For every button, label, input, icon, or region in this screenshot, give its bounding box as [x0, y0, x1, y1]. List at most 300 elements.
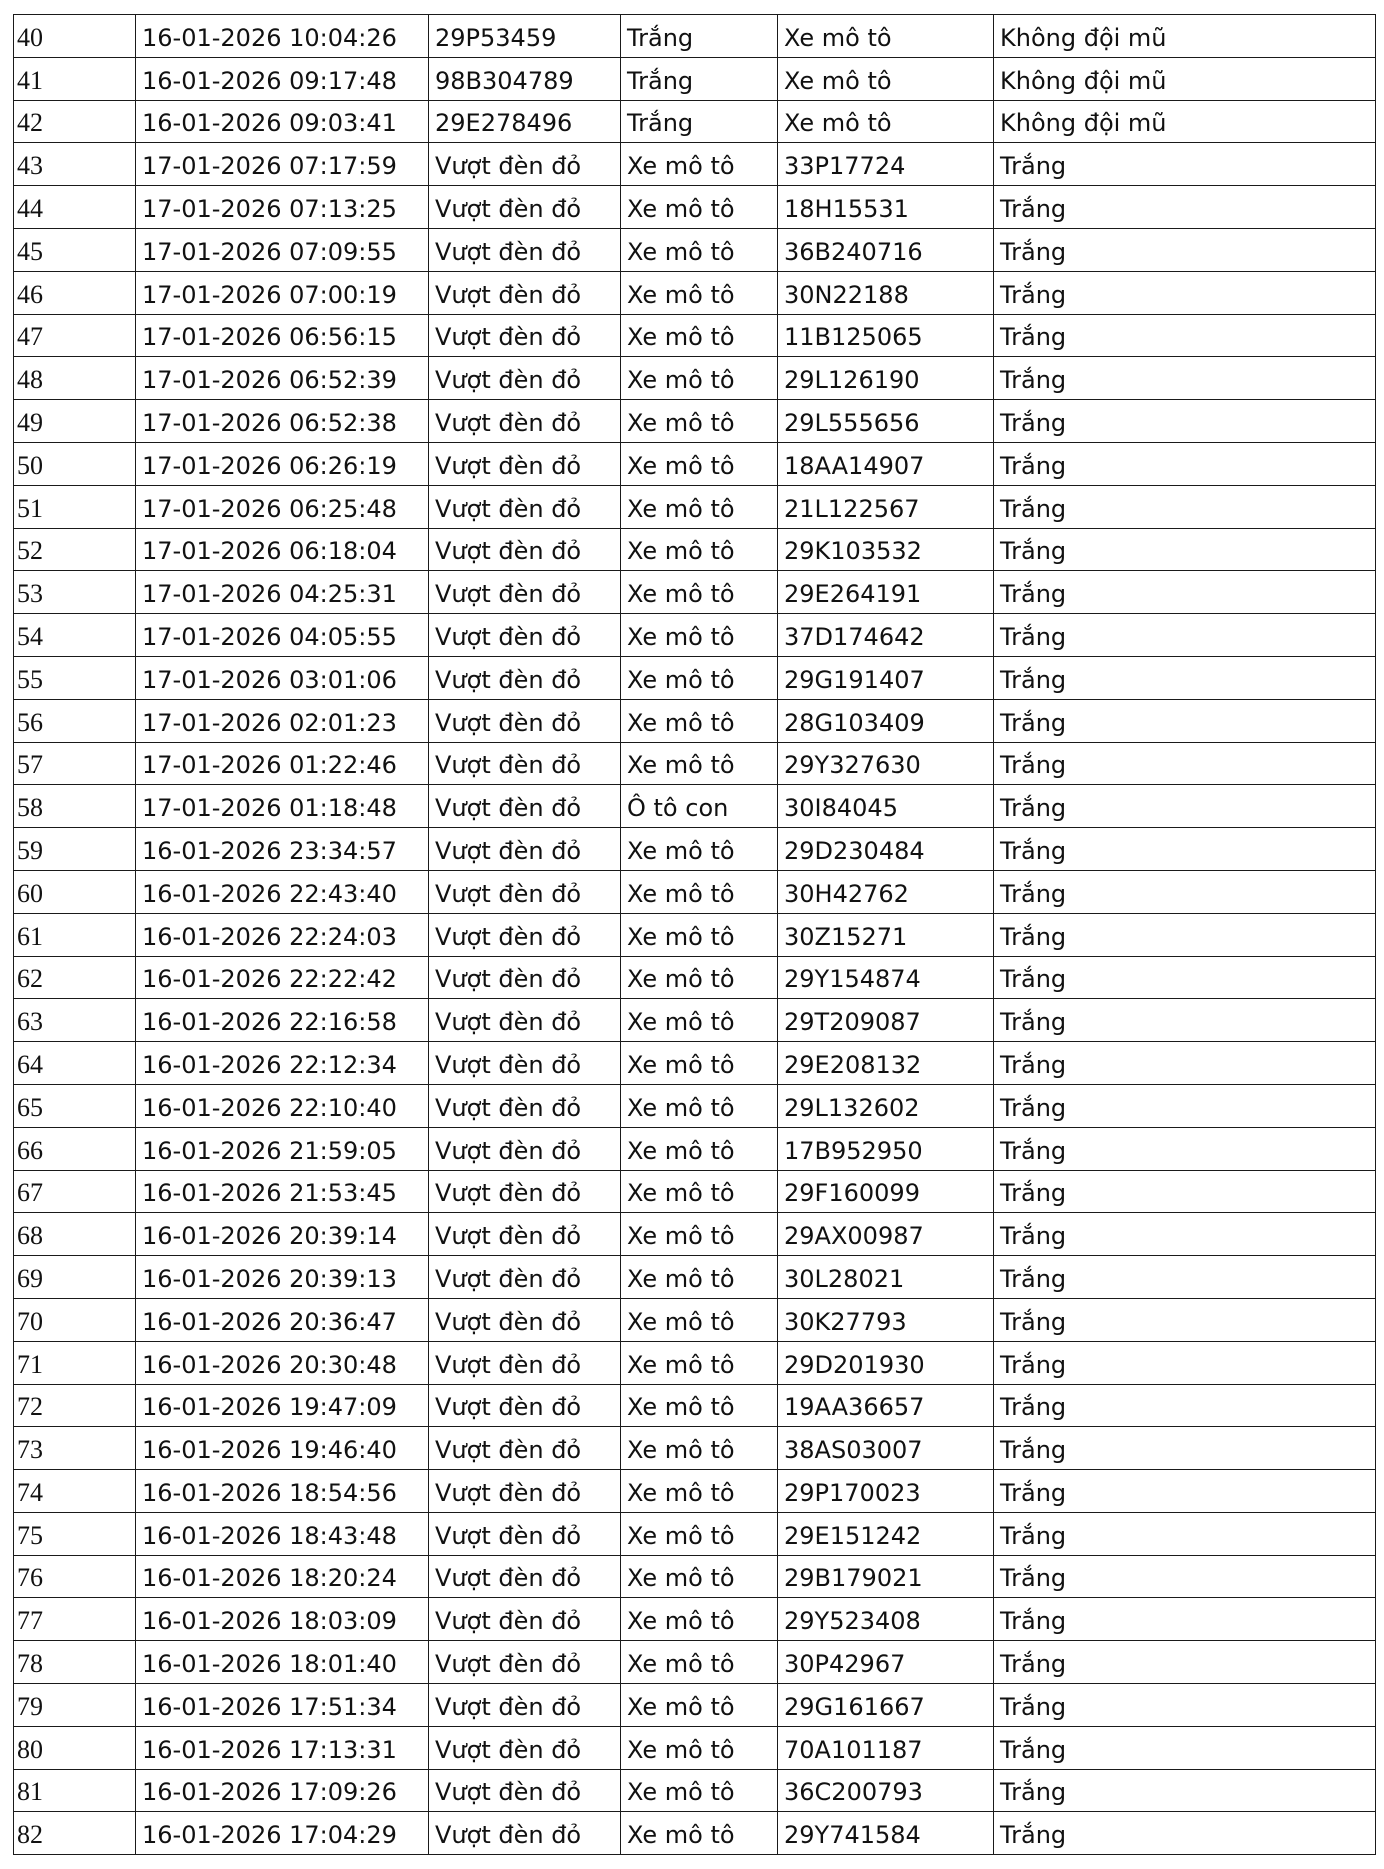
text-cell-5: 11B125065: [778, 314, 994, 357]
table-row: [14, 1812, 1376, 1855]
datetime-cell: 16-01-2026 18:20:24: [136, 1555, 429, 1598]
text-cell-4: Xe mô tô: [621, 1084, 778, 1127]
table-row: [14, 1598, 1376, 1641]
text-cell-6: Trắng: [994, 828, 1376, 871]
text-cell-4: Xe mô tô: [621, 228, 778, 271]
row-number-cell: 76: [14, 1555, 136, 1598]
table-row: [14, 1298, 1376, 1341]
datetime-cell: 17-01-2026 07:00:19: [136, 271, 429, 314]
text-cell-6: Trắng: [994, 1512, 1376, 1555]
row-number-cell: 45: [14, 228, 136, 271]
datetime-cell: 16-01-2026 21:59:05: [136, 1127, 429, 1170]
table-row: [14, 1555, 1376, 1598]
text-cell-4: Xe mô tô: [621, 1427, 778, 1470]
text-cell-6: Không đội mũ: [994, 15, 1376, 58]
table-row: [14, 1256, 1376, 1299]
text-cell-6: Trắng: [994, 528, 1376, 571]
text-cell-6: Trắng: [994, 400, 1376, 443]
text-cell-6: Trắng: [994, 1427, 1376, 1470]
text-cell-3: Vượt đèn đỏ: [429, 1042, 621, 1085]
row-number-cell: 80: [14, 1726, 136, 1769]
datetime-cell: 16-01-2026 17:13:31: [136, 1726, 429, 1769]
text-cell-3: Vượt đèn đỏ: [429, 228, 621, 271]
text-cell-6: Trắng: [994, 485, 1376, 528]
text-cell-4: Xe mô tô: [621, 1769, 778, 1812]
text-cell-4: Xe mô tô: [621, 999, 778, 1042]
text-cell-4: Xe mô tô: [621, 1256, 778, 1299]
text-cell-5: 29Y741584: [778, 1812, 994, 1855]
text-cell-5: 29Y154874: [778, 956, 994, 999]
table-row: [14, 999, 1376, 1042]
table-row: [14, 785, 1376, 828]
text-cell-5: 29L555656: [778, 400, 994, 443]
datetime-cell: 16-01-2026 23:34:57: [136, 828, 429, 871]
datetime-cell: 16-01-2026 22:16:58: [136, 999, 429, 1042]
text-cell-5: 38AS03007: [778, 1427, 994, 1470]
text-cell-3: Vượt đèn đỏ: [429, 785, 621, 828]
text-cell-5: 30P42967: [778, 1641, 994, 1684]
text-cell-5: 29D230484: [778, 828, 994, 871]
text-cell-4: Xe mô tô: [621, 1555, 778, 1598]
datetime-cell: 17-01-2026 01:18:48: [136, 785, 429, 828]
datetime-cell: 17-01-2026 07:09:55: [136, 228, 429, 271]
text-cell-3: Vượt đèn đỏ: [429, 314, 621, 357]
text-cell-4: Xe mô tô: [621, 614, 778, 657]
datetime-cell: 16-01-2026 09:03:41: [136, 100, 429, 143]
datetime-cell: 16-01-2026 18:54:56: [136, 1470, 429, 1513]
row-number-cell: 75: [14, 1512, 136, 1555]
row-number-cell: 77: [14, 1598, 136, 1641]
row-number-cell: 44: [14, 186, 136, 229]
text-cell-3: Vượt đèn đỏ: [429, 271, 621, 314]
text-cell-4: Xe mô tô: [621, 1470, 778, 1513]
table-row: [14, 742, 1376, 785]
text-cell-3: Vượt đèn đỏ: [429, 1555, 621, 1598]
text-cell-6: Trắng: [994, 1769, 1376, 1812]
text-cell-3: Vượt đèn đỏ: [429, 1726, 621, 1769]
text-cell-6: Trắng: [994, 1555, 1376, 1598]
text-cell-4: Xe mô tô: [621, 828, 778, 871]
text-cell-4: Xe mô tô: [621, 956, 778, 999]
row-number-cell: 46: [14, 271, 136, 314]
text-cell-5: 29B179021: [778, 1555, 994, 1598]
datetime-cell: 17-01-2026 06:52:38: [136, 400, 429, 443]
table-row: [14, 1512, 1376, 1555]
row-number-cell: 62: [14, 956, 136, 999]
datetime-cell: 17-01-2026 02:01:23: [136, 699, 429, 742]
datetime-cell: 16-01-2026 18:03:09: [136, 1598, 429, 1641]
text-cell-4: Xe mô tô: [621, 1127, 778, 1170]
text-cell-5: 18AA14907: [778, 442, 994, 485]
text-cell-6: Trắng: [994, 1084, 1376, 1127]
text-cell-6: Không đội mũ: [994, 57, 1376, 100]
text-cell-5: 29T209087: [778, 999, 994, 1042]
table-row: [14, 485, 1376, 528]
text-cell-5: 30K27793: [778, 1298, 994, 1341]
text-cell-6: Trắng: [994, 1598, 1376, 1641]
datetime-cell: 16-01-2026 17:51:34: [136, 1684, 429, 1727]
text-cell-6: Trắng: [994, 143, 1376, 186]
table-row: [14, 228, 1376, 271]
row-number-cell: 63: [14, 999, 136, 1042]
text-cell-4: Xe mô tô: [621, 571, 778, 614]
text-cell-3: Vượt đèn đỏ: [429, 1769, 621, 1812]
text-cell-3: 29E278496: [429, 100, 621, 143]
table-row: [14, 1726, 1376, 1769]
text-cell-3: Vượt đèn đỏ: [429, 528, 621, 571]
table-row: [14, 1384, 1376, 1427]
text-cell-3: Vượt đèn đỏ: [429, 828, 621, 871]
row-number-cell: 66: [14, 1127, 136, 1170]
table-row: [14, 1042, 1376, 1085]
text-cell-4: Xe mô tô: [621, 913, 778, 956]
row-number-cell: 65: [14, 1084, 136, 1127]
text-cell-6: Trắng: [994, 785, 1376, 828]
row-number-cell: 56: [14, 699, 136, 742]
datetime-cell: 17-01-2026 03:01:06: [136, 656, 429, 699]
text-cell-4: Xe mô tô: [621, 1213, 778, 1256]
row-number-cell: 50: [14, 442, 136, 485]
row-number-cell: 48: [14, 357, 136, 400]
row-number-cell: 52: [14, 528, 136, 571]
text-cell-5: Xe mô tô: [778, 15, 994, 58]
text-cell-3: Vượt đèn đỏ: [429, 571, 621, 614]
text-cell-4: Xe mô tô: [621, 1298, 778, 1341]
text-cell-6: Trắng: [994, 999, 1376, 1042]
table-row: [14, 1170, 1376, 1213]
text-cell-4: Xe mô tô: [621, 271, 778, 314]
row-number-cell: 58: [14, 785, 136, 828]
datetime-cell: 17-01-2026 06:56:15: [136, 314, 429, 357]
text-cell-4: Xe mô tô: [621, 143, 778, 186]
text-cell-4: Xe mô tô: [621, 186, 778, 229]
text-cell-5: 29F160099: [778, 1170, 994, 1213]
row-number-cell: 51: [14, 485, 136, 528]
text-cell-5: 29E151242: [778, 1512, 994, 1555]
datetime-cell: 17-01-2026 06:25:48: [136, 485, 429, 528]
text-cell-6: Trắng: [994, 614, 1376, 657]
text-cell-5: 29D201930: [778, 1341, 994, 1384]
text-cell-4: Xe mô tô: [621, 1726, 778, 1769]
text-cell-5: Xe mô tô: [778, 100, 994, 143]
text-cell-3: Vượt đèn đỏ: [429, 699, 621, 742]
text-cell-3: Vượt đèn đỏ: [429, 485, 621, 528]
text-cell-5: 37D174642: [778, 614, 994, 657]
row-number-cell: 40: [14, 15, 136, 58]
table-row: [14, 614, 1376, 657]
row-number-cell: 54: [14, 614, 136, 657]
table-row: [14, 186, 1376, 229]
text-cell-3: Vượt đèn đỏ: [429, 400, 621, 443]
text-cell-3: Vượt đèn đỏ: [429, 1256, 621, 1299]
row-number-cell: 41: [14, 57, 136, 100]
text-cell-6: Trắng: [994, 1341, 1376, 1384]
text-cell-4: Xe mô tô: [621, 1384, 778, 1427]
text-cell-4: Xe mô tô: [621, 1812, 778, 1855]
table-row: [14, 1427, 1376, 1470]
table-row: [14, 1127, 1376, 1170]
text-cell-6: Trắng: [994, 913, 1376, 956]
text-cell-3: Vượt đèn đỏ: [429, 1427, 621, 1470]
text-cell-6: Trắng: [994, 1127, 1376, 1170]
row-number-cell: 73: [14, 1427, 136, 1470]
text-cell-5: 19AA36657: [778, 1384, 994, 1427]
row-number-cell: 64: [14, 1042, 136, 1085]
table-row: [14, 1341, 1376, 1384]
text-cell-4: Xe mô tô: [621, 1170, 778, 1213]
text-cell-3: Vượt đèn đỏ: [429, 1384, 621, 1427]
table-row: [14, 571, 1376, 614]
table-row: [14, 656, 1376, 699]
text-cell-3: Vượt đèn đỏ: [429, 1470, 621, 1513]
text-cell-3: 98B304789: [429, 57, 621, 100]
table-row: [14, 913, 1376, 956]
text-cell-6: Trắng: [994, 1170, 1376, 1213]
text-cell-5: 21L122567: [778, 485, 994, 528]
text-cell-5: 30Z15271: [778, 913, 994, 956]
text-cell-5: 29L126190: [778, 357, 994, 400]
text-cell-5: 29E264191: [778, 571, 994, 614]
datetime-cell: 16-01-2026 20:36:47: [136, 1298, 429, 1341]
text-cell-4: Xe mô tô: [621, 442, 778, 485]
text-cell-5: 29E208132: [778, 1042, 994, 1085]
table-row: [14, 57, 1376, 100]
datetime-cell: 17-01-2026 06:26:19: [136, 442, 429, 485]
table-row: [14, 400, 1376, 443]
table-row: [14, 143, 1376, 186]
text-cell-4: Trắng: [621, 100, 778, 143]
text-cell-3: Vượt đèn đỏ: [429, 1641, 621, 1684]
text-cell-4: Xe mô tô: [621, 742, 778, 785]
text-cell-3: Vượt đèn đỏ: [429, 1512, 621, 1555]
row-number-cell: 69: [14, 1256, 136, 1299]
row-number-cell: 74: [14, 1470, 136, 1513]
datetime-cell: 16-01-2026 17:09:26: [136, 1769, 429, 1812]
datetime-cell: 17-01-2026 06:52:39: [136, 357, 429, 400]
row-number-cell: 82: [14, 1812, 136, 1855]
row-number-cell: 70: [14, 1298, 136, 1341]
datetime-cell: 16-01-2026 20:39:14: [136, 1213, 429, 1256]
text-cell-5: 29G191407: [778, 656, 994, 699]
table-row: [14, 1684, 1376, 1727]
datetime-cell: 16-01-2026 21:53:45: [136, 1170, 429, 1213]
datetime-cell: 16-01-2026 22:24:03: [136, 913, 429, 956]
text-cell-3: Vượt đèn đỏ: [429, 1341, 621, 1384]
text-cell-6: Trắng: [994, 442, 1376, 485]
datetime-cell: 16-01-2026 18:43:48: [136, 1512, 429, 1555]
text-cell-3: Vượt đèn đỏ: [429, 1170, 621, 1213]
text-cell-3: Vượt đèn đỏ: [429, 614, 621, 657]
text-cell-6: Trắng: [994, 699, 1376, 742]
text-cell-5: 29Y523408: [778, 1598, 994, 1641]
text-cell-6: Trắng: [994, 228, 1376, 271]
text-cell-4: Trắng: [621, 57, 778, 100]
text-cell-4: Trắng: [621, 15, 778, 58]
datetime-cell: 16-01-2026 19:47:09: [136, 1384, 429, 1427]
datetime-cell: 16-01-2026 19:46:40: [136, 1427, 429, 1470]
datetime-cell: 16-01-2026 17:04:29: [136, 1812, 429, 1855]
row-number-cell: 47: [14, 314, 136, 357]
text-cell-5: Xe mô tô: [778, 57, 994, 100]
text-cell-5: 18H15531: [778, 186, 994, 229]
table-body: [14, 15, 1376, 1855]
row-number-cell: 55: [14, 656, 136, 699]
datetime-cell: 17-01-2026 06:18:04: [136, 528, 429, 571]
text-cell-5: 30I84045: [778, 785, 994, 828]
text-cell-4: Xe mô tô: [621, 1512, 778, 1555]
text-cell-3: Vượt đèn đỏ: [429, 656, 621, 699]
datetime-cell: 16-01-2026 22:43:40: [136, 870, 429, 913]
text-cell-3: Vượt đèn đỏ: [429, 1127, 621, 1170]
text-cell-3: Vượt đèn đỏ: [429, 186, 621, 229]
table-row: [14, 442, 1376, 485]
text-cell-4: Xe mô tô: [621, 1641, 778, 1684]
text-cell-6: Trắng: [994, 742, 1376, 785]
text-cell-5: 17B952950: [778, 1127, 994, 1170]
row-number-cell: 71: [14, 1341, 136, 1384]
text-cell-6: Trắng: [994, 186, 1376, 229]
text-cell-3: 29P53459: [429, 15, 621, 58]
text-cell-4: Xe mô tô: [621, 656, 778, 699]
text-cell-6: Trắng: [994, 314, 1376, 357]
text-cell-6: Trắng: [994, 1641, 1376, 1684]
text-cell-3: Vượt đèn đỏ: [429, 1684, 621, 1727]
text-cell-3: Vượt đèn đỏ: [429, 1213, 621, 1256]
text-cell-4: Xe mô tô: [621, 528, 778, 571]
row-number-cell: 61: [14, 913, 136, 956]
text-cell-6: Trắng: [994, 1298, 1376, 1341]
text-cell-6: Trắng: [994, 357, 1376, 400]
row-number-cell: 49: [14, 400, 136, 443]
text-cell-4: Xe mô tô: [621, 1042, 778, 1085]
text-cell-5: 29L132602: [778, 1084, 994, 1127]
table-row: [14, 15, 1376, 58]
text-cell-6: Trắng: [994, 1812, 1376, 1855]
text-cell-6: Trắng: [994, 870, 1376, 913]
text-cell-4: Ô tô con: [621, 785, 778, 828]
text-cell-3: Vượt đèn đỏ: [429, 956, 621, 999]
text-cell-4: Xe mô tô: [621, 357, 778, 400]
row-number-cell: 79: [14, 1684, 136, 1727]
table-row: [14, 357, 1376, 400]
table-row: [14, 870, 1376, 913]
text-cell-5: 28G103409: [778, 699, 994, 742]
text-cell-3: Vượt đèn đỏ: [429, 999, 621, 1042]
text-cell-3: Vượt đèn đỏ: [429, 742, 621, 785]
row-number-cell: 59: [14, 828, 136, 871]
text-cell-3: Vượt đèn đỏ: [429, 442, 621, 485]
datetime-cell: 16-01-2026 18:01:40: [136, 1641, 429, 1684]
row-number-cell: 68: [14, 1213, 136, 1256]
violations-table: [13, 14, 1376, 1855]
text-cell-5: 33P17724: [778, 143, 994, 186]
text-cell-3: Vượt đèn đỏ: [429, 357, 621, 400]
text-cell-6: Trắng: [994, 571, 1376, 614]
text-cell-6: Trắng: [994, 1726, 1376, 1769]
datetime-cell: 17-01-2026 04:25:31: [136, 571, 429, 614]
text-cell-5: 30H42762: [778, 870, 994, 913]
table-row: [14, 314, 1376, 357]
table-row: [14, 1769, 1376, 1812]
row-number-cell: 67: [14, 1170, 136, 1213]
text-cell-3: Vượt đèn đỏ: [429, 913, 621, 956]
text-cell-6: Trắng: [994, 1213, 1376, 1256]
text-cell-6: Trắng: [994, 271, 1376, 314]
text-cell-6: Trắng: [994, 1684, 1376, 1727]
text-cell-5: 30L28021: [778, 1256, 994, 1299]
text-cell-3: Vượt đèn đỏ: [429, 1298, 621, 1341]
table-row: [14, 1084, 1376, 1127]
datetime-cell: 17-01-2026 01:22:46: [136, 742, 429, 785]
datetime-cell: 17-01-2026 07:13:25: [136, 186, 429, 229]
row-number-cell: 60: [14, 870, 136, 913]
datetime-cell: 16-01-2026 22:12:34: [136, 1042, 429, 1085]
text-cell-4: Xe mô tô: [621, 314, 778, 357]
row-number-cell: 78: [14, 1641, 136, 1684]
text-cell-3: Vượt đèn đỏ: [429, 1812, 621, 1855]
text-cell-4: Xe mô tô: [621, 400, 778, 443]
text-cell-4: Xe mô tô: [621, 1598, 778, 1641]
text-cell-4: Xe mô tô: [621, 870, 778, 913]
row-number-cell: 42: [14, 100, 136, 143]
table-row: [14, 1641, 1376, 1684]
text-cell-3: Vượt đèn đỏ: [429, 870, 621, 913]
row-number-cell: 43: [14, 143, 136, 186]
datetime-cell: 16-01-2026 22:22:42: [136, 956, 429, 999]
text-cell-3: Vượt đèn đỏ: [429, 1598, 621, 1641]
text-cell-3: Vượt đèn đỏ: [429, 143, 621, 186]
row-number-cell: 72: [14, 1384, 136, 1427]
datetime-cell: 16-01-2026 09:17:48: [136, 57, 429, 100]
text-cell-4: Xe mô tô: [621, 1684, 778, 1727]
table-row: [14, 271, 1376, 314]
datetime-cell: 16-01-2026 20:39:13: [136, 1256, 429, 1299]
datetime-cell: 16-01-2026 20:30:48: [136, 1341, 429, 1384]
text-cell-5: 29Y327630: [778, 742, 994, 785]
row-number-cell: 53: [14, 571, 136, 614]
text-cell-5: 36B240716: [778, 228, 994, 271]
text-cell-5: 70A101187: [778, 1726, 994, 1769]
row-number-cell: 81: [14, 1769, 136, 1812]
text-cell-6: Không đội mũ: [994, 100, 1376, 143]
datetime-cell: 17-01-2026 07:17:59: [136, 143, 429, 186]
text-cell-5: 36C200793: [778, 1769, 994, 1812]
text-cell-6: Trắng: [994, 1042, 1376, 1085]
text-cell-4: Xe mô tô: [621, 699, 778, 742]
text-cell-6: Trắng: [994, 1384, 1376, 1427]
text-cell-5: 29K103532: [778, 528, 994, 571]
text-cell-5: 30N22188: [778, 271, 994, 314]
table-row: [14, 956, 1376, 999]
text-cell-4: Xe mô tô: [621, 485, 778, 528]
text-cell-5: 29AX00987: [778, 1213, 994, 1256]
text-cell-6: Trắng: [994, 1256, 1376, 1299]
table-row: [14, 528, 1376, 571]
datetime-cell: 17-01-2026 04:05:55: [136, 614, 429, 657]
table-row: [14, 828, 1376, 871]
row-number-cell: 57: [14, 742, 136, 785]
text-cell-5: 29P170023: [778, 1470, 994, 1513]
text-cell-6: Trắng: [994, 956, 1376, 999]
datetime-cell: 16-01-2026 10:04:26: [136, 15, 429, 58]
text-cell-6: Trắng: [994, 1470, 1376, 1513]
table-row: [14, 1213, 1376, 1256]
text-cell-6: Trắng: [994, 656, 1376, 699]
table-row: [14, 699, 1376, 742]
table-row: [14, 100, 1376, 143]
datetime-cell: 16-01-2026 22:10:40: [136, 1084, 429, 1127]
text-cell-4: Xe mô tô: [621, 1341, 778, 1384]
